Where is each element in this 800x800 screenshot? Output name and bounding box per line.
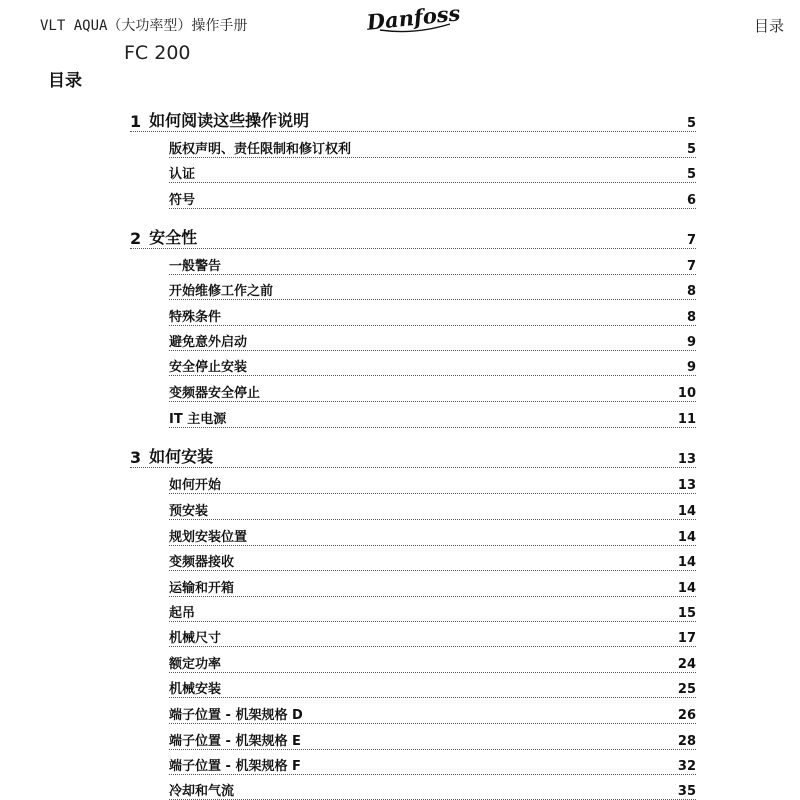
toc-page-number: 14 xyxy=(677,581,696,596)
toc-entry[interactable] xyxy=(169,307,696,326)
toc-entry-label: 变频器安全停止 xyxy=(169,386,261,401)
toc-entry-label: 安全停止安装 xyxy=(169,360,248,375)
toc-entry-label: 版权声明、责任限制和修订权利 xyxy=(169,142,352,157)
toc-entry[interactable] xyxy=(169,164,696,183)
toc-entry-label: 避免意外启动 xyxy=(169,335,248,350)
toc-entry-label: 运输和开箱 xyxy=(169,581,235,596)
toc-page-number: 14 xyxy=(677,504,696,519)
toc-section-number: 3 xyxy=(130,448,142,467)
toc-page-number: 7 xyxy=(686,259,696,274)
toc-entry[interactable] xyxy=(169,256,696,275)
toc-page-number: 5 xyxy=(686,116,696,131)
toc-page-number: 13 xyxy=(677,452,696,467)
toc-page-number: 9 xyxy=(686,335,696,350)
toc-entry[interactable] xyxy=(169,357,696,376)
toc-entry-label: 额定功率 xyxy=(169,657,222,672)
toc-entry[interactable] xyxy=(169,501,696,520)
toc-entry-label: 如何阅读这些操作说明 xyxy=(149,111,310,130)
toc-entry-label: 开始维修工作之前 xyxy=(169,284,274,299)
toc-entry[interactable] xyxy=(169,781,696,800)
toc-entry-label: 端子位置 - 机架规格 D xyxy=(169,708,303,723)
toc-entry-label: 机械安装 xyxy=(169,682,222,697)
toc-page-number: 9 xyxy=(686,360,696,375)
toc-page-number: 35 xyxy=(677,784,696,799)
toc-page-number: 14 xyxy=(677,530,696,545)
svg-text:Danfoss: Danfoss xyxy=(365,0,462,35)
toc-entry-label: 变频器接收 xyxy=(169,555,235,570)
toc-entry-label: 特殊条件 xyxy=(169,310,222,325)
toc-entry-label: 机械尺寸 xyxy=(169,631,222,646)
toc-entry-label: 如何开始 xyxy=(169,478,222,493)
header-right-label: 目录 xyxy=(753,17,784,35)
toc-entry-label: 安全性 xyxy=(149,228,198,247)
toc-page-number: 11 xyxy=(677,412,696,427)
toc-page-number: 28 xyxy=(677,734,696,749)
toc-section-number: 1 xyxy=(130,112,142,131)
toc-entry[interactable] xyxy=(169,190,696,209)
header-left-title: VLT AQUA（大功率型）操作手册 xyxy=(40,18,248,34)
toc-entry-label: 规划安装位置 xyxy=(169,530,248,545)
toc-entry[interactable] xyxy=(169,654,696,673)
danfoss-logo xyxy=(365,0,462,36)
toc-entry-label: 认证 xyxy=(169,167,196,182)
toc-page-number: 10 xyxy=(677,386,696,401)
toc-entry-label: 符号 xyxy=(169,193,196,208)
toc-entry-section[interactable] xyxy=(130,109,696,132)
toc-entry[interactable] xyxy=(169,679,696,698)
toc-page-number: 24 xyxy=(677,657,696,672)
toc-page-number: 7 xyxy=(686,233,696,248)
toc-entry-label: IT 主电源 xyxy=(169,412,227,427)
toc-entry-label: 预安装 xyxy=(169,504,209,519)
toc-entry-label: 冷却和气流 xyxy=(169,784,235,799)
toc-page-number: 32 xyxy=(677,759,696,774)
model-number: FC 200 xyxy=(124,42,191,64)
toc-section-number: 2 xyxy=(130,229,142,248)
toc-page-number: 17 xyxy=(677,631,696,646)
toc-entry[interactable] xyxy=(169,332,696,351)
toc-entry[interactable] xyxy=(169,409,696,428)
toc-entry[interactable] xyxy=(169,281,696,300)
toc-entry[interactable] xyxy=(169,475,696,494)
toc-page-number: 14 xyxy=(677,555,696,570)
toc-entry-label: 起吊 xyxy=(169,606,196,621)
toc-page-number: 8 xyxy=(686,310,696,325)
toc-entry-section[interactable] xyxy=(130,226,696,249)
toc-entry-label: 如何安装 xyxy=(149,447,214,466)
toc-entry[interactable] xyxy=(169,603,696,622)
toc-entry[interactable] xyxy=(169,731,696,750)
toc-entry[interactable] xyxy=(169,628,696,647)
toc-page-number: 5 xyxy=(686,142,696,157)
toc-page-number: 15 xyxy=(677,606,696,621)
page-title: 目录 xyxy=(48,71,82,91)
toc-page-number: 26 xyxy=(677,708,696,723)
toc-entry-label: 端子位置 - 机架规格 F xyxy=(169,759,301,774)
toc-entry-section[interactable] xyxy=(130,445,696,468)
toc-entry[interactable] xyxy=(169,578,696,597)
toc-entry[interactable] xyxy=(169,756,696,775)
toc-entry-label: 一般警告 xyxy=(169,259,222,274)
toc-entry[interactable] xyxy=(169,383,696,402)
toc-page-number: 25 xyxy=(677,682,696,697)
toc-entry[interactable] xyxy=(169,705,696,724)
toc-entry-label: 端子位置 - 机架规格 E xyxy=(169,734,301,749)
toc-entry[interactable] xyxy=(169,139,696,158)
toc-page-number: 6 xyxy=(686,193,696,208)
toc-entry[interactable] xyxy=(169,552,696,571)
toc-page-number: 8 xyxy=(686,284,696,299)
toc-page-number: 13 xyxy=(677,478,696,493)
toc-page-number: 5 xyxy=(686,167,696,182)
toc-entry[interactable] xyxy=(169,527,696,546)
